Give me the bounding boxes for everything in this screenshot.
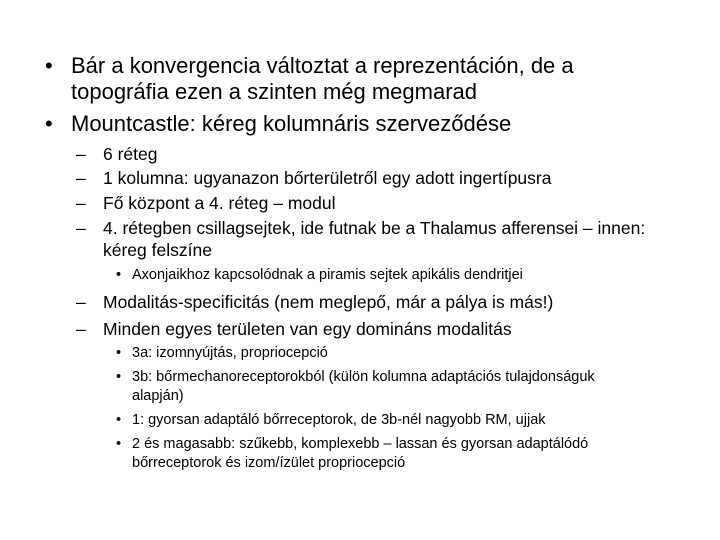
sub-sub-item-text: 3a: izomnyújtás, propriocepció — [132, 345, 328, 361]
sub-item-text: Modalitás-specificitás (nem meglepő, már a pálya is más!) — [103, 292, 554, 312]
sub-item-text: 1 kolumna: ugyanazon bőrterületről egy adott ingertípusra — [103, 168, 552, 188]
sub-item-text: Fő központ a 4. réteg – modul — [103, 193, 336, 213]
bullet-item — [45, 53, 651, 105]
sub-item-text: 4. rétegben csillagsejtek, ide futnak be a Thalamus afferensei – innen: kéreg felszíne — [103, 218, 646, 260]
bullet-marker: • — [45, 53, 53, 78]
sub-sub-item — [116, 266, 692, 285]
dot-marker: • — [116, 267, 122, 283]
sub-sub-item-text: Axonjaikhoz kapcsolódnak a piramis sejtek apikális dendritjei — [132, 267, 523, 283]
sub-item-text: 6 réteg — [103, 144, 158, 164]
sub-sub-item — [116, 435, 632, 473]
sub-sub-item-text: 1: gyorsan adaptáló bőrreceptorok, de 3b-nél nagyobb RM, ujjak — [132, 412, 546, 428]
sub-item-text: Minden egyes területen van egy domináns modalitás — [103, 319, 512, 339]
sub-item — [76, 291, 683, 313]
sub-item — [76, 217, 675, 261]
sub-item — [76, 143, 683, 165]
sub-sub-item-text: 3b: bőrmechanoreceptorokból (külön kolumna adaptációs tulajdonságuk alapján) — [132, 369, 595, 404]
dot-marker: • — [116, 412, 122, 428]
sub-sub-item-text: 2 és magasabb: szűkebb, komplexebb – lassan és gyorsan adaptálódó bőrreceptorok és izom/ízület propriocepció — [132, 436, 589, 471]
dash-marker: – — [76, 144, 86, 164]
dash-marker: – — [76, 193, 86, 213]
dash-marker: – — [76, 292, 86, 312]
sub-sub-item — [116, 368, 614, 406]
sub-item — [76, 167, 683, 189]
bullet-text: Bár a konvergencia változtat a reprezentáción, de a topográfia ezen a szinten még megmarad — [71, 53, 574, 104]
dash-marker: – — [76, 319, 86, 339]
dash-marker: – — [76, 218, 86, 238]
dot-marker: • — [116, 369, 122, 385]
dot-marker: • — [116, 345, 122, 361]
dot-marker: • — [116, 436, 122, 452]
bullet-text: Mountcastle: kéreg kolumnáris szerveződése — [71, 111, 512, 136]
dash-marker: – — [76, 168, 86, 188]
bullet-marker: • — [45, 111, 53, 136]
sub-item — [76, 192, 683, 214]
sub-sub-item — [116, 344, 672, 363]
bullet-item — [45, 111, 671, 137]
sub-item — [76, 318, 683, 340]
sub-sub-item — [116, 411, 692, 430]
